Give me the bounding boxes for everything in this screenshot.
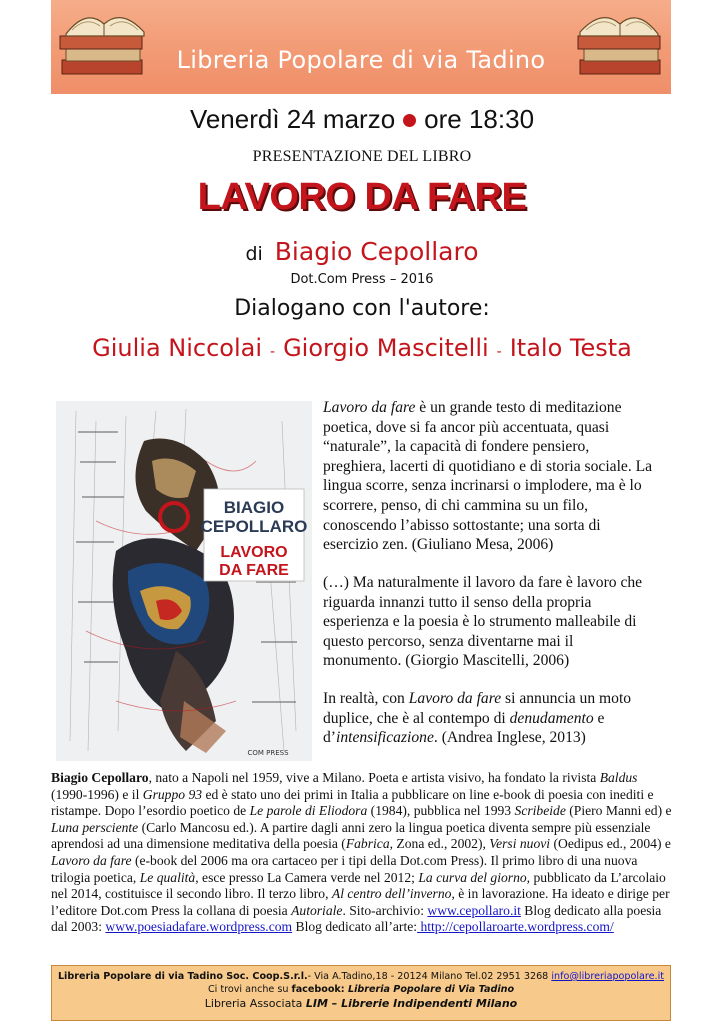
review-text: è un grande testo di meditazione poetica, dove si fa ancor più accentuata, quasi “naturale”, la capacità di fondere pensiero, preghiera, lacerti di quotidiano e di storia sociale. La lingua scorre, senza incrinarsi o implodere, ma è lo scorrere, penso, di chi cammina su un filo, conoscendo l’abisso sottostante; una sorta di esercizio zen. (Giuliano Mesa, 2006) <box>323 399 653 554</box>
footer-email-link[interactable]: info@libreriapopolare.it <box>551 971 665 982</box>
dialogue-intro: Dialogano con l'autore: <box>234 296 490 321</box>
bio-work-title: Scribeide <box>514 803 566 819</box>
footer-facebook-page[interactable]: Libreria Popolare di Via Tadino <box>344 984 515 995</box>
bio-work-title: Baldus <box>599 770 638 785</box>
cover-title-line1: LAVORO <box>220 544 288 561</box>
cover-author-line2: CEPOLLARO <box>200 517 308 536</box>
bullet-dot-icon <box>403 114 416 127</box>
author-bio <box>51 770 676 936</box>
cover-title-line2: DA FARE <box>219 562 289 579</box>
review-inglese <box>323 689 653 748</box>
site-archive-link[interactable]: www.cepollaro.it <box>427 902 521 918</box>
bio-text: (Oedipus ed., 2004) e <box>550 836 671 852</box>
footer-social-text: Ci trovi anche su <box>207 984 292 995</box>
bio-work-title: Al centro dell’inverno <box>331 886 452 902</box>
bio-work-title: Le parole di Eliodora <box>249 803 368 819</box>
bio-text: , nato a Napoli nel 1959, vive a Milano. Poeta e artista visivo, ha fondato la rivista <box>148 770 600 785</box>
review-text: si annuncia un moto duplice, che è al contempo di <box>323 690 632 727</box>
review-book-title: Lavoro da fare <box>323 399 416 416</box>
cover-author-line1: BIAGIO <box>223 498 285 517</box>
bio-work-title: Le qualità <box>139 869 196 885</box>
review-text: . (Andrea Inglese, 2013) <box>433 729 586 747</box>
bio-text: , Zona ed., 2002), <box>389 836 490 852</box>
review-text: e d’ <box>323 709 605 747</box>
book-title: LAVORO DA FARE <box>197 176 527 218</box>
bio-author-name: Biagio Cepollaro <box>51 770 149 785</box>
bio-text: (Carlo Mancosu ed.). A partire dagli anni zero la lingua poetica diventa sempre più essenziale aprendosi ad una dimensione meditativa della poesia ( <box>51 819 651 852</box>
author-prefix: di <box>245 243 263 265</box>
bio-work-title: Luna persciente <box>51 819 139 835</box>
bio-text: , è in lavorazione. Ha ideato e dirige per l’editore Dot.com Press la collana di poesia <box>51 886 670 918</box>
bio-work-title: Gruppo 93 <box>142 786 203 802</box>
publisher: Dot.Com Press – 2016 <box>290 272 434 287</box>
speaker-separator: - <box>270 344 276 360</box>
poetry-blog-link[interactable]: www.poesiadafare.wordpress.com <box>105 919 293 935</box>
bio-text: (1990-1996) e il <box>51 786 143 802</box>
bio-work-title: La curva del giorno, <box>418 869 531 885</box>
footer-box <box>51 965 671 1021</box>
footer-social-line <box>52 984 670 995</box>
review-text: (…) Ma naturalmente il lavoro da fare è lavoro che riguarda innanzi tutto il senso della propria esperienza e la poesia è lo strumento malleabile di questo percorso, senza diventarne mai il monumento. (Giorgio Mascitelli, 2006) <box>323 574 643 670</box>
speaker-separator: - <box>496 344 502 360</box>
footer-association-line <box>52 997 670 1010</box>
event-kicker: PRESENTAZIONE DEL LIBRO <box>252 148 472 165</box>
review-text: In realtà, con <box>323 690 409 707</box>
review-mesa <box>323 398 653 555</box>
cover-press-logo: COM PRESS <box>247 749 289 757</box>
speakers-list <box>0 334 724 362</box>
footer-association-name: LIM – Librerie Indipendenti Milano <box>305 997 518 1010</box>
bookstore-name: Libreria Popolare di via Tadino <box>176 46 546 74</box>
footer-association-label: Libreria Associata <box>204 997 306 1010</box>
speaker-name: Giorgio Mascitelli <box>283 334 489 362</box>
art-blog-link[interactable]: http://cepollaroarte.wordpress.com/ <box>417 919 614 935</box>
bio-text: ed è stato uno dei primi in Italia a pubblicare on line e-book di poesia con inediti e ristampe. Dopo l’esordio poetico de <box>51 786 654 819</box>
author-line <box>0 237 724 266</box>
speaker-name: Giulia Niccolai <box>92 334 263 362</box>
books-stack-icon <box>56 2 152 82</box>
event-datetime <box>0 104 724 135</box>
review-emphasis: denudamento <box>509 709 594 727</box>
bio-text: (Piero Manni ed) e <box>565 803 672 819</box>
bio-text: pubblicato da L’arcolaio nel 2014, costituisce il secondo libro. Il terzo libro, <box>51 869 666 902</box>
event-time: ore 18:30 <box>424 104 535 134</box>
author-name: Biagio Cepollaro <box>274 237 479 266</box>
bio-text: Blog dedicato all’arte: <box>292 919 418 935</box>
review-book-title: Lavoro da fare <box>408 690 502 707</box>
book-cover <box>56 401 312 761</box>
bio-text: (1984), pubblica nel 1993 <box>367 803 515 819</box>
footer-facebook-label: facebook: <box>291 984 345 995</box>
review-emphasis: intensificazione <box>336 729 434 747</box>
bio-text: . Sito-archivio: <box>342 902 428 918</box>
bio-work-title: Lavoro da fare <box>51 852 132 868</box>
books-stack-icon <box>572 2 668 82</box>
footer-company-name: Libreria Popolare di via Tadino Soc. Coop.S.r.l. <box>57 971 308 982</box>
speaker-name: Italo Testa <box>509 334 632 362</box>
bio-text: Blog dedicato alla poesia dal 2003: <box>51 902 662 935</box>
review-mascitelli <box>323 573 653 671</box>
event-day: Venerdì 24 marzo <box>189 104 396 134</box>
bio-work-title: Fabrica <box>345 836 390 852</box>
footer-address-line <box>52 971 670 982</box>
bio-work-title: Autoriale <box>291 902 343 918</box>
footer-address: - Via A.Tadino,18 - 20124 Milano Tel.02 2951 3268 <box>307 971 552 982</box>
bio-work-title: Versi nuovi <box>489 836 551 852</box>
bio-text: (e-book del 2006 ma ora cartaceo per i tipi della Dot.com Press). Il primo libro di una nuova trilogia poetica, <box>51 852 638 885</box>
bio-text: , esce presso La Camera verde nel 2012; <box>195 869 419 885</box>
